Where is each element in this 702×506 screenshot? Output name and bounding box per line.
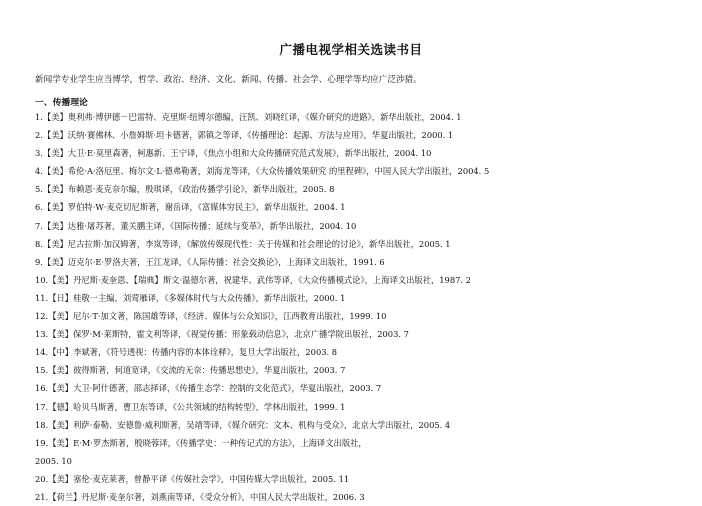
reference-item: 8.【美】尼古拉斯·加汉姆著，李岚等译，《解放传媒现代性：关于传媒和社会理论的讨论》，新华出版社，2005. 1	[35, 238, 451, 249]
reference-item: 15.【美】彼得斯著，何道宽译，《交流的无奈：传播思想史》，华夏出版社，2003. 7	[35, 365, 346, 376]
section-heading: 一、传播理论	[35, 98, 88, 108]
reference-item: 2.【美】沃纳·赛佛林、小詹姆斯·坦卡德著，郭镇之等译，《传播理论：起源、方法与应用》，华夏出版社，2000. 1	[35, 130, 454, 141]
reference-item: 17.【德】哈贝马斯著，曹卫东等译，《公共领域的结构转型》，学林出版社，1999. 1	[35, 401, 346, 412]
reference-item: 16.【美】大卫·阿什德著，邵志择译，《传播生态学：控制的文化范式》，华夏出版社，2003. 7	[35, 383, 382, 394]
reference-item: 21.【荷兰】丹尼斯·麦奎尔著，刘燕南等译，《受众分析》，中国人民大学出版社，2006. 3	[35, 491, 365, 502]
reference-item: 19.【美】E·M·罗杰斯著，殷晓蓉译，《传播学史：一种传记式的方法》，上海译文出版社，	[35, 437, 367, 448]
reference-list	[35, 108, 685, 506]
reference-item: 7.【美】达雅·屠苏著，董关鹏主译，《国际传播：延续与变革》，新华出版社，2004. 10	[35, 220, 357, 231]
reference-item: 5.【美】布赖恩·麦克奈尔编，殷琪译，《政治传播学引论》，新华出版社，2005. 8	[35, 184, 335, 195]
reference-item: 10.【美】丹尼斯·麦奎恩、【瑞典】斯文·温德尔著，祝建华、武伟等译，《大众传播模式论》，上海译文出版社，1987. 2	[35, 274, 471, 285]
reference-item: 6.【美】罗伯特·W·麦克切尼斯著，谢岳译，《富媒体穷民主》，新华出版社，2004. 1	[35, 202, 346, 213]
reference-item: 12.【美】尼尔·T·加文著，陈国雄等译，《经济、媒体与公众知识》，江西教育出版社，1999. 10	[35, 311, 387, 322]
reference-item: 18.【美】利萨·泰勒、安德鲁·威利斯著，吴靖等译，《媒介研究：文本、机构与受众》，北京大学出版社，2005. 4	[35, 419, 451, 430]
reference-item: 13.【美】保罗·M·莱斯特，霍文利等译，《视觉传播：形象载动信息》，北京广播学院出版社，2003. 7	[35, 329, 409, 340]
reference-item: 11.【日】桂敬一主编，刘莺雁译，《多媒体时代与大众传播》，新华出版社，2000. 1	[35, 292, 346, 303]
reference-item: 9.【美】迈克尔·E·罗洛夫著，王江龙译，《人际传播：社会交换论》，上海译文出版社，1991. 6	[35, 256, 385, 267]
reference-item: 1.【美】奥利弗·博伊德－巴雷特、克里斯·纽博尔德编，汪凯、刘晓红译，《媒介研究的进路》，新华出版社，2004. 1	[35, 112, 462, 122]
reference-item: 3.【美】大卫·E·莫里森著，柯惠新、王宁译，《焦点小组和大众传播研究范式发展》，新华出版社，2004. 10	[35, 148, 432, 159]
intro-paragraph: 新闻学专业学生应当博学，哲学、政治、经济、文化、新闻、传播、社会学、心理学等均应广泛涉猎。	[35, 75, 422, 85]
reference-item: 14.【中】李斌著，《符号透视：传播内容的本体诠释》，复旦大学出版社，2003. 8	[35, 347, 338, 358]
reference-item-continuation: 2005. 10	[35, 455, 72, 466]
document-title: 广播电视学相关选读书目	[279, 42, 423, 57]
reference-item: 4.【美】希伦·A·洛厄里、梅尔文·L·德弗勒著，刘海龙等译，《大众传播效果研究 的里程碑》，中国人民大学出版社，2004. 5	[35, 166, 490, 177]
reference-item: 20.【美】塞伦·麦克莱著，曾静平译《传媒社会学》，中国传媒大学出版社，2005. 11	[35, 473, 350, 484]
